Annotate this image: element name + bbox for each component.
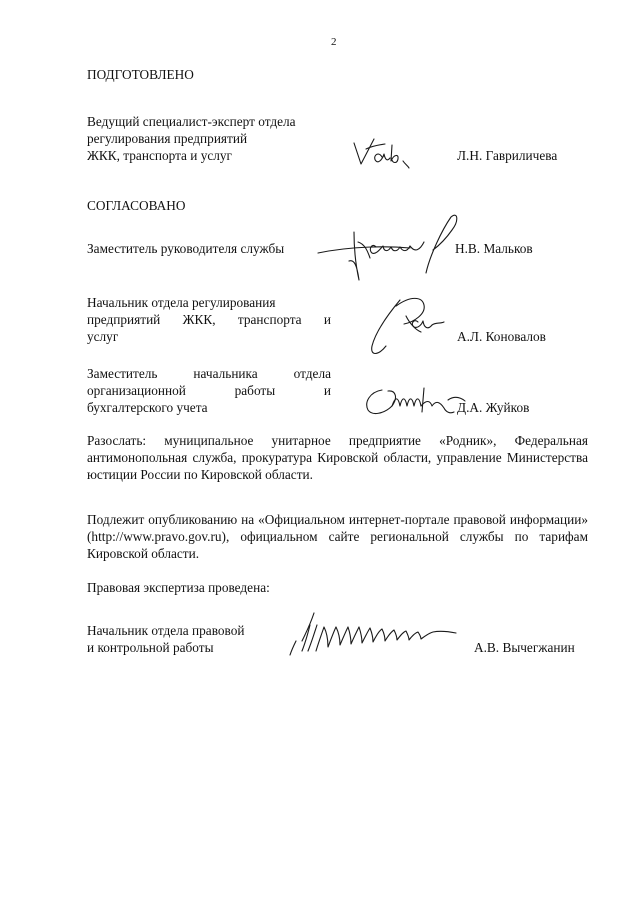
legal-review-position-line-2: и контрольной работы [87, 640, 214, 655]
signatory-1-position-line-1: Заместитель руководителя службы [87, 241, 285, 256]
signature-gavrilicheva [352, 137, 412, 171]
legal-review-position-line-1: Начальник отдела правовой [87, 623, 245, 638]
signatory-2-position-line-3: услуг [87, 329, 119, 344]
legal-review-name: А.В. Вычегжанин [474, 640, 575, 655]
publication-paragraph: Подлежит опубликованию на «Официальном интернет-портале правовой информации» (http://www.pravo.gov.ru), официальном сайте региональной службы по тарифам Кировской области. [87, 512, 588, 561]
distribution-paragraph: Разослать: муниципальное унитарное предприятие «Родник», Федеральная антимонопольная служба, прокуратура Кировской области, управление Министерства юстиции России по Кировской области. [87, 433, 588, 482]
signatory-2-position-line-1: Начальник отдела регулирования [87, 295, 276, 310]
signatory-2-position-line-2: предприятий ЖКК, транспорта и [87, 312, 331, 327]
signatory-1-name: Н.В. Мальков [455, 241, 533, 256]
signature-konovalov [366, 294, 446, 360]
signatory-3-name: Д.А. Жуйков [457, 400, 530, 415]
prepared-position-line-3: ЖКК, транспорта и услуг [87, 148, 233, 163]
prepared-position-line-1: Ведущий специалист-эксперт отдела [87, 114, 296, 129]
prepared-heading: ПОДГОТОВЛЕНО [87, 67, 194, 82]
agreed-heading: СОГЛАСОВАНО [87, 198, 186, 213]
signatory-3-position-line-1: Заместитель начальника отдела [87, 366, 331, 381]
signatory-3-position-line-2: организационной работы и [87, 383, 331, 398]
prepared-position-line-2: регулирования предприятий [87, 131, 248, 146]
signatory-3-position-line-3: бухгалтерского учета [87, 400, 208, 415]
signature-malkov [312, 212, 462, 284]
prepared-name: Л.Н. Гавриличева [457, 148, 558, 163]
legal-review-text: Правовая экспертиза проведена: [87, 580, 270, 595]
signature-vychegzhanin [288, 611, 460, 657]
signature-zhuikov [362, 384, 466, 420]
page-number: 2 [331, 36, 337, 48]
signatory-2-name: А.Л. Коновалов [457, 329, 546, 344]
